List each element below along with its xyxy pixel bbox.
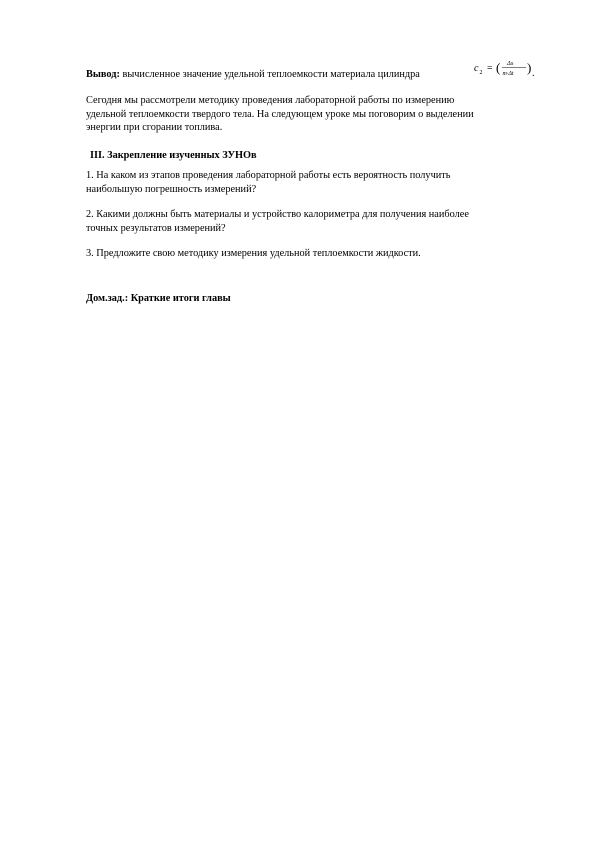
formula-denominator: m·Δt: [502, 71, 514, 77]
formula-trailing-period: .: [532, 68, 535, 79]
conclusion-label: Вывод:: [86, 69, 120, 80]
question-line: 3. Предложите свою методику измерения удельной теплоемкости жидкости.: [86, 248, 421, 259]
question-line: 1. На каком из этапов проведения лабораторной работы есть вероятность получить: [86, 170, 451, 181]
question-line: наибольшую погрешность измерений?: [86, 183, 257, 195]
formula-lhs-subscript: 2: [479, 70, 483, 76]
question-item: [86, 169, 546, 196]
question-line: точных результатов измерений?: [86, 222, 226, 234]
question-line: 2. Какими должны быть материалы и устройство калориметра для получения наиболее: [86, 209, 469, 220]
question-item: [86, 208, 546, 235]
formula-equals: =: [487, 63, 493, 74]
formula-open-paren: (: [496, 60, 501, 75]
section-heading: III. Закрепление изученных ЗУНОв: [90, 150, 257, 161]
conclusion-text: вычисленное значение удельной теплоемкости материала цилиндра: [122, 69, 420, 80]
summary-line: энергии при сгорании топлива.: [86, 122, 223, 133]
formula-lhs: c: [474, 63, 479, 74]
summary-paragraph: [86, 94, 546, 135]
specific-heat-formula: [473, 56, 541, 80]
summary-line: Сегодня мы рассмотрели методику проведения лабораторной работы по измерению: [86, 95, 455, 106]
formula-numerator: Δs: [507, 60, 514, 67]
summary-line: удельной теплоемкости твердого тела. На следующем уроке мы поговорим о выделении: [86, 108, 474, 120]
homework-line: Дом.зад.: Краткие итоги главы: [86, 293, 231, 304]
formula-close-paren: ): [527, 60, 532, 75]
question-item: [86, 247, 546, 261]
